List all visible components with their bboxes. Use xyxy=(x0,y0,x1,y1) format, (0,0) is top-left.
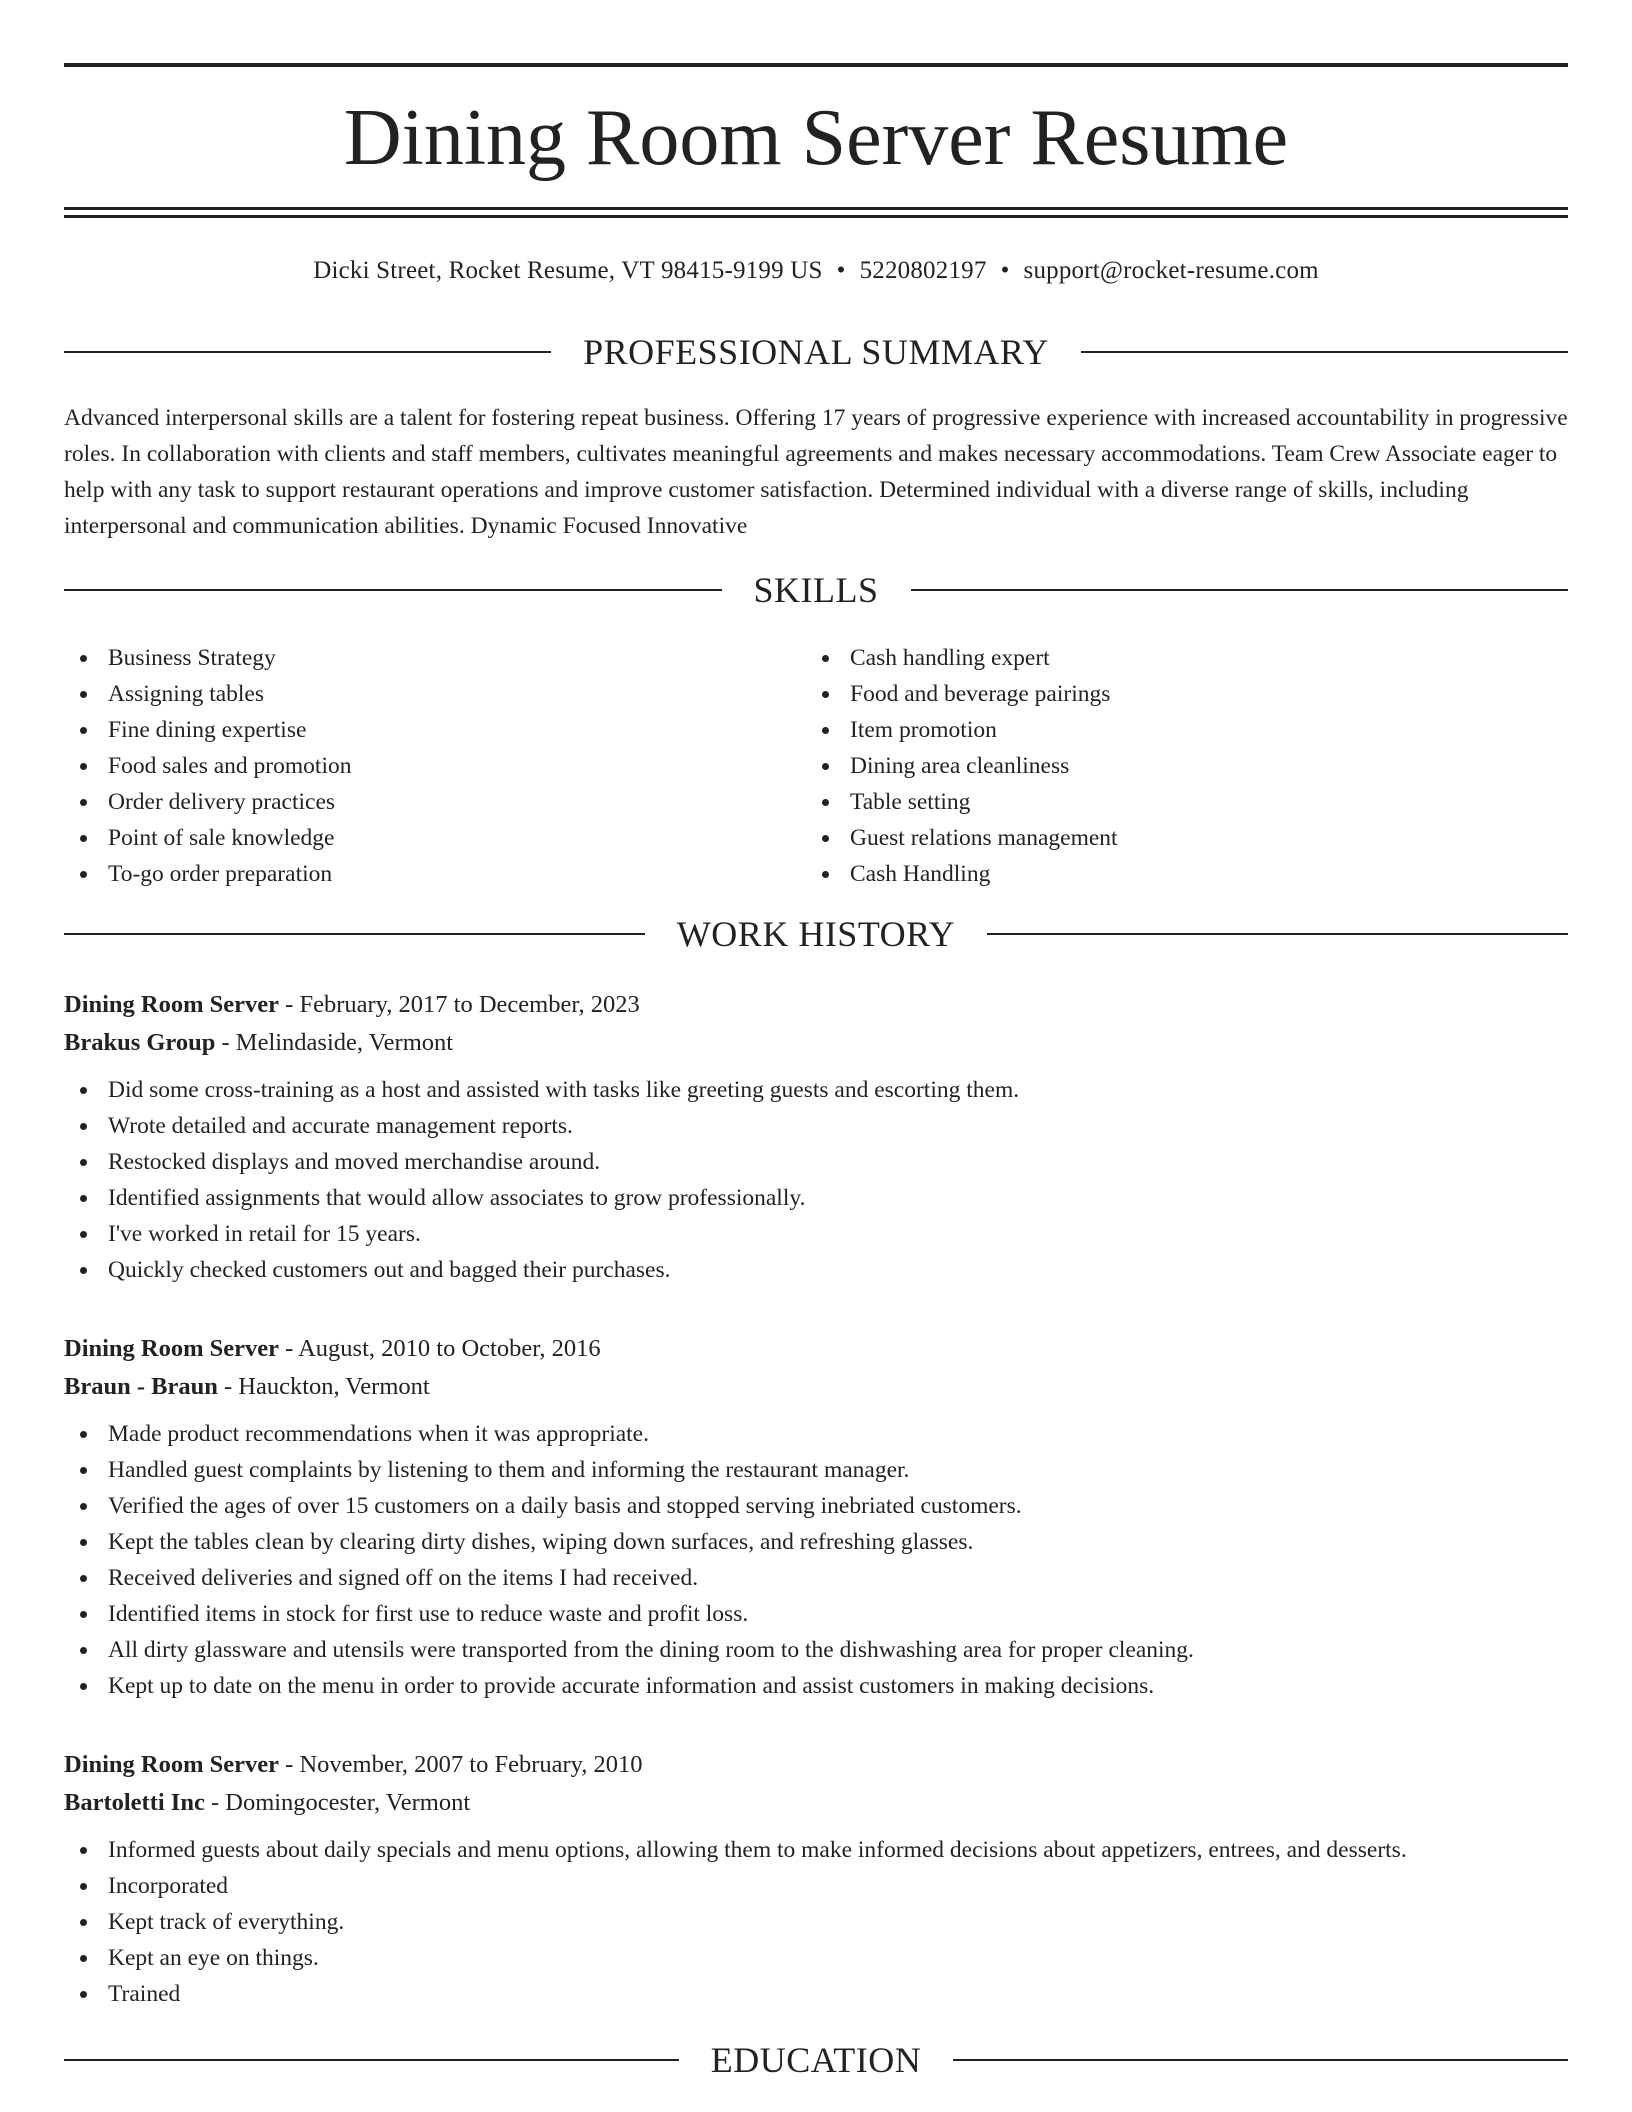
job-bullet: I've worked in retail for 15 years. xyxy=(64,1216,1568,1252)
job-bullets xyxy=(64,1072,1568,1288)
job-entry xyxy=(64,986,1568,1288)
section-heading-work-history xyxy=(64,912,1568,956)
contact-address: Dicki Street, Rocket Resume, VT 98415-9199 US xyxy=(313,257,823,284)
job-role-line xyxy=(64,1330,1568,1368)
job-bullet: Kept the tables clean by clearing dirty dishes, wiping down surfaces, and refreshing glasses. xyxy=(64,1524,1568,1560)
job-bullet: Trained xyxy=(64,1976,1568,2012)
skill-item: Food sales and promotion xyxy=(64,748,764,784)
job-bullet: Made product recommendations when it was appropriate. xyxy=(64,1416,1568,1452)
job-location: - Melindaside, Vermont xyxy=(215,1029,454,1056)
job-bullet: All dirty glassware and utensils were transported from the dining room to the dishwashing area for proper cleaning. xyxy=(64,1632,1568,1668)
heading-rule xyxy=(911,589,1569,591)
job-dates: - February, 2017 to December, 2023 xyxy=(279,991,640,1018)
heading-rule xyxy=(1081,351,1568,353)
skill-item: Dining area cleanliness xyxy=(806,748,1506,784)
job-company-line xyxy=(64,1784,1568,1822)
contact-email: support@rocket-resume.com xyxy=(1023,257,1319,284)
summary-text: Advanced interpersonal skills are a talent for fostering repeat business. Offering 17 years of progressive experience with increased accountability in progressive roles. In collaboration with clients and staff members, cultivates meaningful agreements and makes necessary accommodations. Team Crew Associate eager to help with any task to support restaurant operations and improve customer satisfaction. Determined individual with a diverse range of skills, including interpersonal and communication abilities. Dynamic Focused Innovative xyxy=(64,405,1568,539)
job-company: Bartoletti Inc xyxy=(64,1789,205,1816)
heading-rule xyxy=(64,2059,679,2061)
job-title: Dining Room Server xyxy=(64,1335,280,1362)
job-bullet: Verified the ages of over 15 customers on a daily basis and stopped serving inebriated customers. xyxy=(64,1488,1568,1524)
section-heading-summary xyxy=(64,330,1568,374)
section-heading-label: EDUCATION xyxy=(710,2040,922,2080)
title-rule-upper xyxy=(64,207,1568,210)
title-rule-lower xyxy=(64,215,1568,218)
skill-item: Cash Handling xyxy=(806,856,1506,892)
job-bullet: Kept up to date on the menu in order to provide accurate information and assist customers in making decisions. xyxy=(64,1668,1568,1704)
section-heading-label: PROFESSIONAL SUMMARY xyxy=(583,332,1049,372)
job-bullet: Kept track of everything. xyxy=(64,1904,1568,1940)
job-bullet: Received deliveries and signed off on the items I had received. xyxy=(64,1560,1568,1596)
skills-list-left xyxy=(64,640,764,892)
skill-item: Guest relations management xyxy=(806,820,1506,856)
skill-item: Food and beverage pairings xyxy=(806,676,1506,712)
skill-item: Business Strategy xyxy=(64,640,764,676)
job-company-line xyxy=(64,1024,1568,1062)
job-bullet: Restocked displays and moved merchandise around. xyxy=(64,1144,1568,1180)
contact-phone: 5220802197 xyxy=(859,257,987,284)
job-bullet: Identified assignments that would allow associates to grow professionally. xyxy=(64,1180,1568,1216)
section-heading-label: WORK HISTORY xyxy=(676,914,956,954)
job-dates: - November, 2007 to February, 2010 xyxy=(279,1751,643,1778)
job-company: Brakus Group xyxy=(64,1029,216,1056)
job-entry xyxy=(64,1746,1568,2012)
skill-item: Item promotion xyxy=(806,712,1506,748)
contact-line xyxy=(64,253,1568,289)
job-dates: - August, 2010 to October, 2016 xyxy=(279,1335,601,1362)
skill-item: Cash handling expert xyxy=(806,640,1506,676)
contact-separator: • xyxy=(1000,257,1010,284)
heading-rule xyxy=(953,2059,1568,2061)
job-company-line xyxy=(64,1368,1568,1406)
job-bullet: Did some cross-training as a host and assisted with tasks like greeting guests and escorting them. xyxy=(64,1072,1568,1108)
skill-item: Table setting xyxy=(806,784,1506,820)
job-bullets xyxy=(64,1416,1568,1704)
skill-item: Assigning tables xyxy=(64,676,764,712)
section-heading-education xyxy=(64,2038,1568,2082)
job-bullet: Quickly checked customers out and bagged their purchases. xyxy=(64,1252,1568,1288)
job-bullet: Handled guest complaints by listening to them and informing the restaurant manager. xyxy=(64,1452,1568,1488)
heading-rule xyxy=(987,933,1568,935)
job-title: Dining Room Server xyxy=(64,1751,280,1778)
job-bullet: Incorporated xyxy=(64,1868,1568,1904)
job-bullet: Identified items in stock for first use to reduce waste and profit loss. xyxy=(64,1596,1568,1632)
contact-separator: • xyxy=(836,257,846,284)
skills-list-right xyxy=(806,640,1506,892)
job-title: Dining Room Server xyxy=(64,991,280,1018)
skill-item: Order delivery practices xyxy=(64,784,764,820)
section-heading-skills xyxy=(64,568,1568,612)
job-company: Braun - Braun xyxy=(64,1373,218,1400)
skill-item: Point of sale knowledge xyxy=(64,820,764,856)
page-title: Dining Room Server Resume xyxy=(343,94,1289,182)
job-location: - Hauckton, Vermont xyxy=(217,1373,430,1400)
heading-rule xyxy=(64,933,645,935)
top-rule xyxy=(64,63,1568,67)
job-role-line xyxy=(64,1746,1568,1784)
job-role-line xyxy=(64,986,1568,1024)
heading-rule xyxy=(64,589,722,591)
job-location: - Domingocester, Vermont xyxy=(204,1789,471,1816)
job-bullet: Kept an eye on things. xyxy=(64,1940,1568,1976)
job-bullet: Informed guests about daily specials and menu options, allowing them to make informed decisions about appetizers, entrees, and desserts. xyxy=(64,1832,1568,1868)
job-bullet: Wrote detailed and accurate management reports. xyxy=(64,1108,1568,1144)
skill-item: Fine dining expertise xyxy=(64,712,764,748)
job-bullets xyxy=(64,1832,1568,2012)
section-heading-label: SKILLS xyxy=(753,570,879,610)
skill-item: To-go order preparation xyxy=(64,856,764,892)
job-entry xyxy=(64,1330,1568,1704)
heading-rule xyxy=(64,351,551,353)
